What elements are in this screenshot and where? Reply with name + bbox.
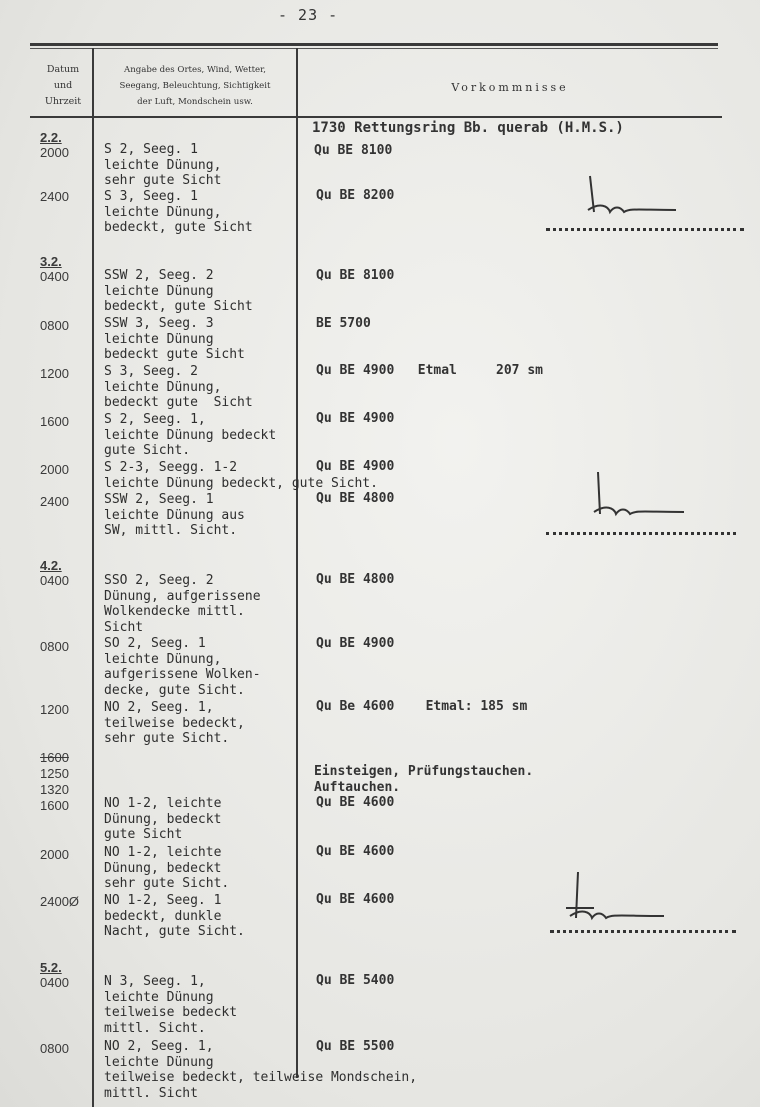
signature [586, 468, 686, 524]
event-text: Qu BE 8200 [316, 188, 395, 203]
event-text: Qu BE 4900 [316, 411, 395, 426]
top-rule-thin [30, 48, 718, 49]
date-label: 4.2. [40, 558, 62, 573]
weather-text: SO 2, Seeg. 1 leichte Dünung, aufgerissene Wolken- decke, gute Sicht. [104, 636, 261, 698]
time-label: 1600 [40, 798, 69, 813]
date-label: 3.2. [40, 254, 62, 269]
page-number: - 23 - [278, 6, 339, 24]
time-label: 0800 [40, 318, 69, 333]
weather-text: S 3, Seeg. 1 leichte Dünung, bedeckt, gute Sicht [104, 189, 253, 236]
event-text: Qu BE 4600 [316, 844, 395, 859]
time-label: 2000 [40, 847, 69, 862]
weather-text: NO 1-2, leichte Dünung, bedeckt gute Sicht [104, 796, 222, 843]
weather-text: NO 1-2, Seeg. 1 bedeckt, dunkle Nacht, gute Sicht. [104, 893, 245, 940]
weather-text: S 3, Seeg. 2 leichte Dünung, bedeckt gute Sicht [104, 364, 253, 411]
dotted-separator [550, 930, 736, 933]
weather-text: NO 2, Seeg. 1, teilweise bedeckt, sehr gute Sicht. [104, 700, 245, 747]
signature [580, 172, 680, 222]
signature [560, 868, 670, 928]
time-label: 1250 [40, 766, 69, 781]
weather-text: S 2-3, Seegg. 1-2 leichte Dünung bedeckt, gute Sicht. [104, 460, 378, 491]
column-divider-2 [296, 48, 298, 1078]
time-label: 0400 [40, 573, 69, 588]
header-rule [30, 116, 722, 118]
event-text: Qu Be 4600 Etmal: 185 sm [316, 699, 528, 714]
header-location-weather: Angabe des Ortes, Wind, Wetter, Seegang, Beleuchtung, Sichtigkeit der Luft, Mondschein usw. [119, 65, 271, 107]
time-label: 1600 [40, 414, 69, 429]
time-label: 2000 [40, 462, 69, 477]
weather-text: NO 1-2, leichte Dünung, bedeckt sehr gute Sicht. [104, 845, 230, 892]
event-text: 1730 Rettungsring Bb. querab (H.M.S.) [312, 120, 624, 136]
time-label-struck: 1600 [40, 750, 69, 765]
event-text: Qu BE 4800 [316, 572, 395, 587]
time-label: 0400 [40, 975, 69, 990]
date-label: 5.2. [40, 960, 62, 975]
event-text: Qu BE 5500 [316, 1039, 395, 1054]
weather-text: SSW 3, Seeg. 3 leichte Dünung bedeckt gute Sicht [104, 316, 245, 363]
time-label: 0800 [40, 639, 69, 654]
event-text: BE 5700 [316, 316, 371, 331]
event-text: Qu BE 4600 [316, 795, 395, 810]
dotted-separator [546, 532, 736, 535]
event-text: Qu BE 4600 [316, 892, 395, 907]
event-text: Qu BE 5400 [316, 973, 395, 988]
event-text: Qu BE 8100 [316, 268, 395, 283]
event-text: Qu BE 4900 Etmal 207 sm [316, 363, 543, 378]
time-label: 2000 [40, 145, 69, 160]
time-label: 2400 [40, 189, 69, 204]
weather-text: SSW 2, Seeg. 1 leichte Dünung aus SW, mittl. Sicht. [104, 492, 245, 539]
time-label: 2400 [40, 494, 69, 509]
time-label: 0800 [40, 1041, 69, 1056]
weather-text: N 3, Seeg. 1, leichte Dünung teilweise bedeckt mittl. Sicht. [104, 974, 238, 1036]
time-label: 1200 [40, 366, 69, 381]
weather-text: SSO 2, Seeg. 2 Dünung, aufgerissene Wolkendecke mittl. Sicht [104, 573, 261, 635]
header-date-time: Datum und Uhrzeit [44, 64, 82, 107]
event-text: Qu BE 8100 [314, 143, 393, 158]
time-label: 1200 [40, 702, 69, 717]
event-text: Qu BE 4900 [316, 459, 395, 474]
event-text: Einsteigen, Prüfungstauchen. [314, 764, 534, 779]
event-text: Auftauchen. [314, 780, 401, 795]
weather-text: SSW 2, Seeg. 2 leichte Dünung bedeckt, gute Sicht [104, 268, 253, 315]
time-label: 1320 [40, 782, 69, 797]
dotted-separator [546, 228, 744, 231]
event-text: Qu BE 4900 [316, 636, 395, 651]
date-label: 2.2. [40, 130, 62, 145]
time-label: 0400 [40, 269, 69, 284]
event-text: Qu BE 4800 [316, 491, 395, 506]
column-divider-1 [92, 48, 94, 1107]
weather-text: S 2, Seeg. 1, leichte Dünung bedeckt gute Sicht. [104, 412, 277, 459]
time-label: 2400Ø [40, 894, 80, 909]
weather-text: S 2, Seeg. 1 leichte Dünung, sehr gute Sicht [104, 142, 222, 189]
header-events: Vorkommnisse [451, 81, 569, 94]
top-rule [30, 43, 718, 46]
weather-text: NO 2, Seeg. 1, leichte Dünung teilweise bedeckt, teilweise Mondschein, mittl. Sicht [104, 1039, 418, 1101]
